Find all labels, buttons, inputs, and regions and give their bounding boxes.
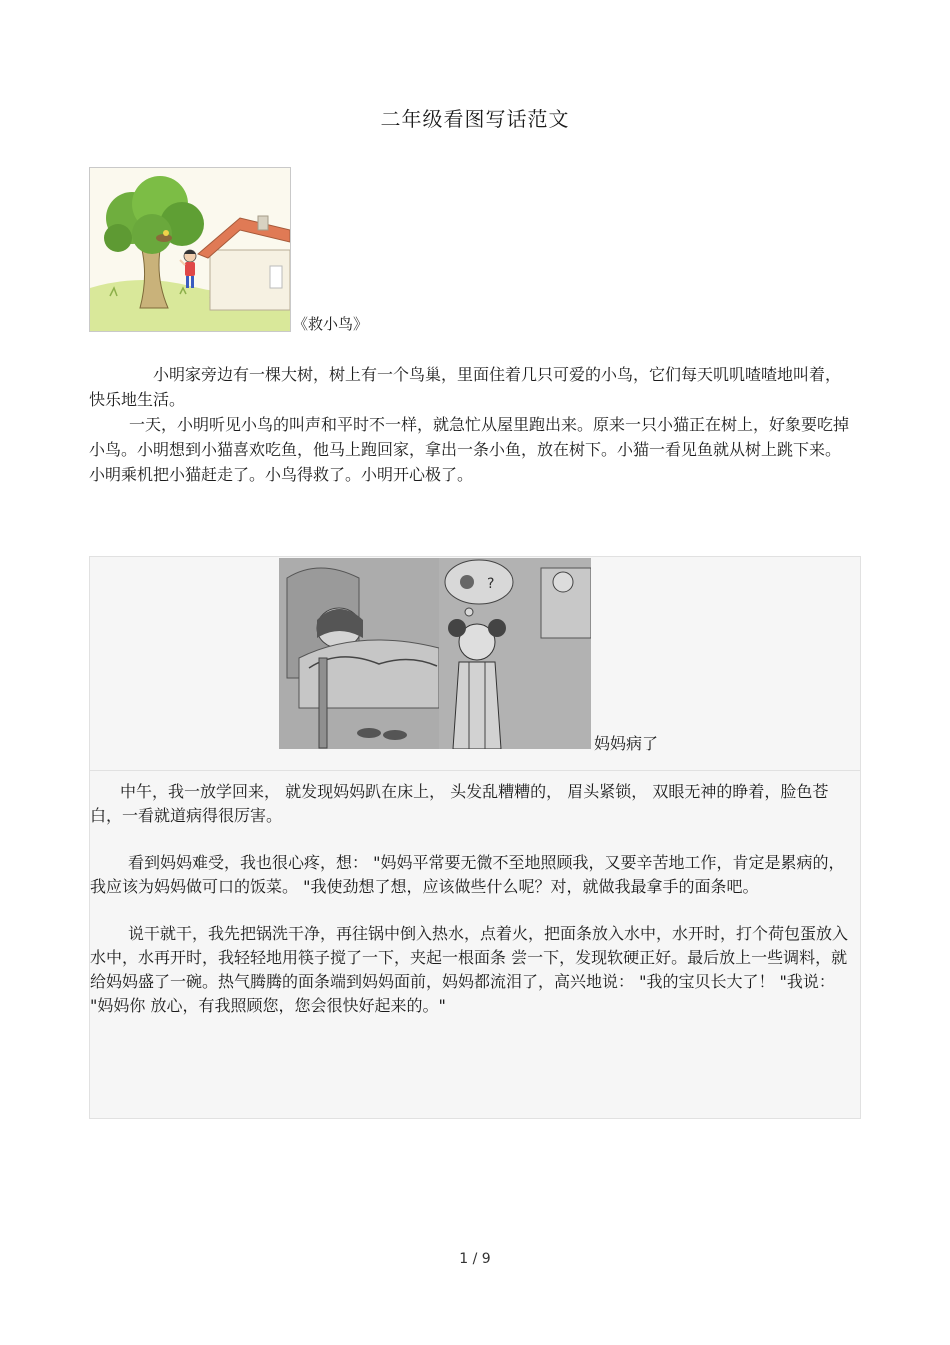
story-block-mom-sick	[89, 556, 861, 1119]
paragraph: 看到妈妈难受，我也很心疼，想： "妈妈平常要无微不至地照顾我，又要辛苦地工作，肯定是累病的，我应该为妈妈做可口的饭菜。 "我使劲想了想，应该做些什么呢？对，就做我最拿手的面条吧。	[90, 853, 845, 896]
mom-in-bed-girl-drawing	[279, 558, 591, 749]
illustration-row	[90, 557, 860, 771]
paragraph: 一天，小明听见小鸟的叫声和平时不一样，就急忙从屋里跑出来。原来一只小猫正在树上，好象要吃掉小鸟。小明想到小猫喜欢吃鱼，他马上跑回家，拿出一条小鱼，放在树下。小猫一看见鱼就从树上跳下来。小明乘机把小猫赶走了。小鸟得救了。小明开心极了。	[89, 415, 850, 484]
illustration-mom-sick	[279, 558, 591, 749]
story-mom-sick	[90, 780, 860, 1041]
tree-boy-house-drawing	[90, 168, 290, 331]
paragraph: 说干就干，我先把锅洗干净，再往锅中倒入热水，点着火，把面条放入水中，水开时，打个荷包蛋放入水中，水再开时，我轻轻地用筷子搅了一下，夹起一根面条 尝一下，发现软硬正好。最后放上一些调料，就给妈妈盛了一碗。热气腾腾的面条端到妈妈面前，妈妈都流泪了，高兴地说： "我的宝贝长大了！ "我说： "妈妈你 放心，有我照顾您，您会很快好起来的。"	[90, 924, 849, 1015]
illustration-save-bird	[89, 167, 291, 332]
page-number: 1 / 9	[459, 1251, 491, 1267]
paragraph: 小明家旁边有一棵大树，树上有一个鸟巢，里面住着几只可爱的小鸟，它们每天叽叽喳喳地叫着，快乐地生活。	[89, 365, 842, 409]
document-title: 二年级看图写话范文	[380, 107, 570, 131]
paragraph: 中午，我一放学回来， 就发现妈妈趴在床上， 头发乱糟糟的， 眉头紧锁， 双眼无神的睁着，脸色苍白，一看就道病得很厉害。	[90, 782, 829, 825]
story-save-bird	[89, 362, 849, 487]
story-title-save-bird: 《救小鸟》	[293, 315, 369, 333]
svg-text:?: ?	[487, 576, 495, 592]
story-title-mom-sick: 妈妈病了	[594, 734, 659, 753]
